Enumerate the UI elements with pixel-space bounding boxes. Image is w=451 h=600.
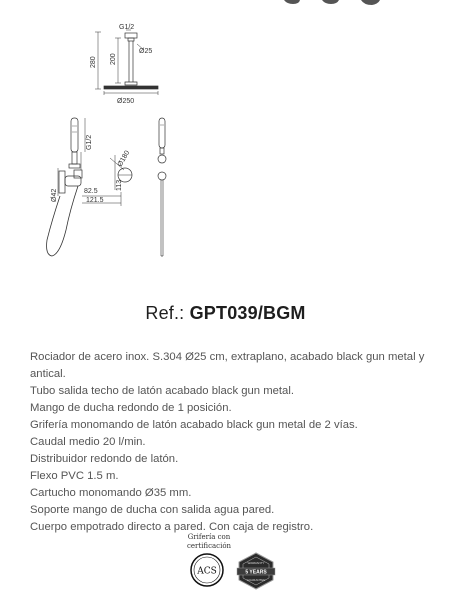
dim-label-g12-top: G1/2 xyxy=(119,24,135,31)
description-line: Grifería monomando de latón acabado black gun metal de 2 vías. xyxy=(30,419,358,431)
dim-label-1215: 121.5 xyxy=(86,197,104,204)
reference-code: GPT039/BGM xyxy=(189,303,306,323)
dim-label-tube-diameter: Ø25 xyxy=(139,48,153,55)
dim-label-g12-side: G1/2 xyxy=(86,134,93,150)
warranty-badge-icon xyxy=(236,552,276,590)
description-line: Cuerpo empotrado directo a pared. Con caja de registro. xyxy=(30,521,314,533)
description-line: Mango de ducha redondo de 1 posición. xyxy=(30,402,232,414)
dim-label-250: Ø250 xyxy=(117,98,135,105)
dim-label-280: 280 xyxy=(90,56,97,68)
description-line: Caudal medio 20 l/min. xyxy=(30,436,146,448)
dimension-labels-side xyxy=(51,135,131,204)
dim-label-200: 200 xyxy=(110,53,117,65)
svg-text:WARRANTY: WARRANTY xyxy=(247,561,265,565)
acs-seal-icon xyxy=(190,553,224,587)
dim-label-180: Ø180 xyxy=(116,149,132,168)
product-reference xyxy=(0,303,451,324)
dim-label-113: 113 xyxy=(116,179,123,191)
description-line: Rociador de acero inox. S.304 Ø25 cm, extraplano, acabado black gun metal y antical. xyxy=(30,351,425,380)
svg-text:GUARANTEE: GUARANTEE xyxy=(246,578,266,582)
svg-text:ACS: ACS xyxy=(197,566,217,577)
certification-label: Grifería con certificación xyxy=(186,533,232,550)
description-line: Tubo salida techo de latón acabado black gun metal. xyxy=(30,385,294,397)
description-line: Flexo PVC 1.5 m. xyxy=(30,470,119,482)
dim-label-825: 82.5 xyxy=(84,188,98,195)
wall-set-front-view xyxy=(158,118,166,256)
description-line: Distribuidor redondo de latón. xyxy=(30,453,179,465)
product-description xyxy=(30,349,430,536)
ceiling-shower-elevation xyxy=(95,30,158,95)
description-line: Cartucho monomando Ø35 mm. xyxy=(30,487,192,499)
svg-text:5 YEARS: 5 YEARS xyxy=(245,569,267,576)
description-line: Soporte mango de ducha con salida agua pared. xyxy=(30,504,275,516)
dim-label-42: Ø42 xyxy=(51,188,58,202)
reference-prefix: Ref.: xyxy=(145,303,190,323)
